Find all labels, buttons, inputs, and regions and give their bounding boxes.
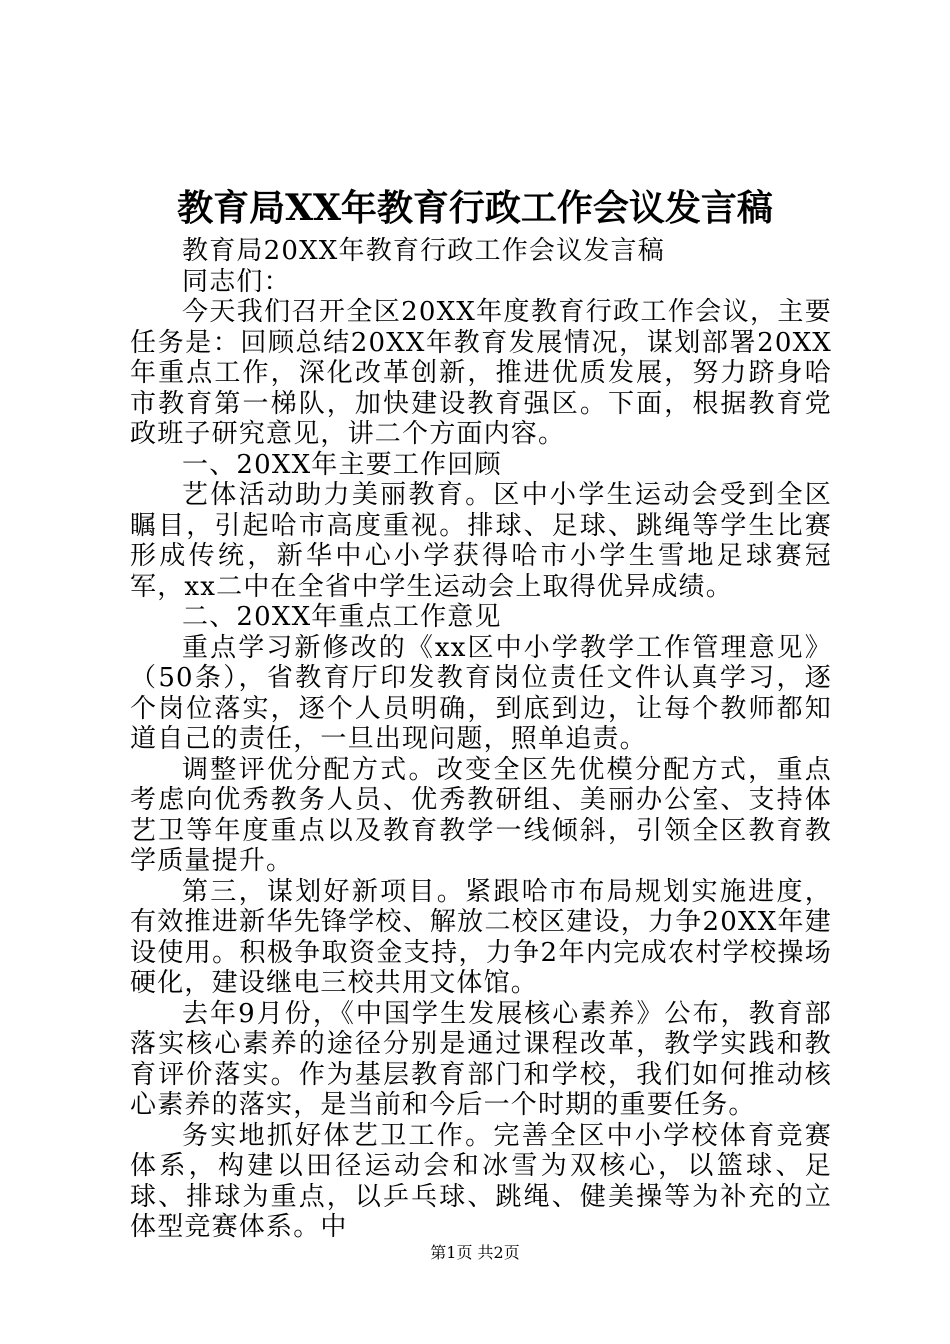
document-title: 教育局XX年教育行政工作会议发言稿 [177,187,773,229]
paragraph: 去年9月份，《中国学生发展核心素养》公布，教育部落实核心素养的途径分别是通过课程改革，教学实践和教育评价落实。作为基层教育部门和学校，我们如何推动核心素养的落实，是当前和今后一个时期的重要任务。 [130,998,832,1120]
document-body [130,236,832,1243]
paragraph-salutation: 同志们： [182,266,291,297]
paragraph-subtitle: 教育局20XX年教育行政工作会议发言稿 [182,236,665,266]
page-number: 第1页 共2页 [430,1243,520,1262]
paragraph: 重点学习新修改的《xx区中小学教学工作管理意见》（50条），省教育厅印发教育岗位责任文件认真学习，逐个岗位落实，逐个人员明确，到底到边，让每个教师都知道自己的责任，一旦出现问题，照单追责。 [130,632,832,754]
section-heading: 一、20XX年主要工作回顾 [182,449,502,480]
paragraph: 调整评优分配方式。改变全区先优模分配方式，重点考虑向优秀教务人员、优秀教研组、美丽办公室、支持体艺卫等年度重点以及教育教学一线倾斜，引领全区教育教学质量提升。 [130,754,832,876]
paragraph: 第三，谋划好新项目。紧跟哈市布局规划实施进度，有效推进新华先锋学校、解放二校区建设，力争20XX年建设使用。积极争取资金支持，力争2年内完成农村学校操场硬化，建设继电三校共用文体馆。 [130,876,832,998]
paragraph: 今天我们召开全区20XX年度教育行政工作会议，主要任务是：回顾总结20XX年教育发展情况，谋划部署20XX年重点工作，深化改革创新，推进优质发展，努力跻身哈市教育第一梯队，加快建设教育强区。下面，根据教育党政班子研究意见，讲二个方面内容。 [130,297,832,449]
section-heading: 二、20XX年重点工作意见 [182,602,502,632]
paragraph: 艺体活动助力美丽教育。区中小学生运动会受到全区瞩目，引起哈市高度重视。排球、足球、跳绳等学生比赛形成传统，新华中心小学获得哈市小学生雪地足球赛冠军，xx二中在全省中学生运动会上取得优异成绩。 [130,480,832,602]
paragraph: 务实地抓好体艺卫工作。完善全区中小学校体育竞赛体系，构建以田径运动会和冰雪为双核心，以篮球、足球、排球为重点，以乒乓球、跳绳、健美操等为补充的立体型竞赛体系。中 [130,1120,832,1242]
